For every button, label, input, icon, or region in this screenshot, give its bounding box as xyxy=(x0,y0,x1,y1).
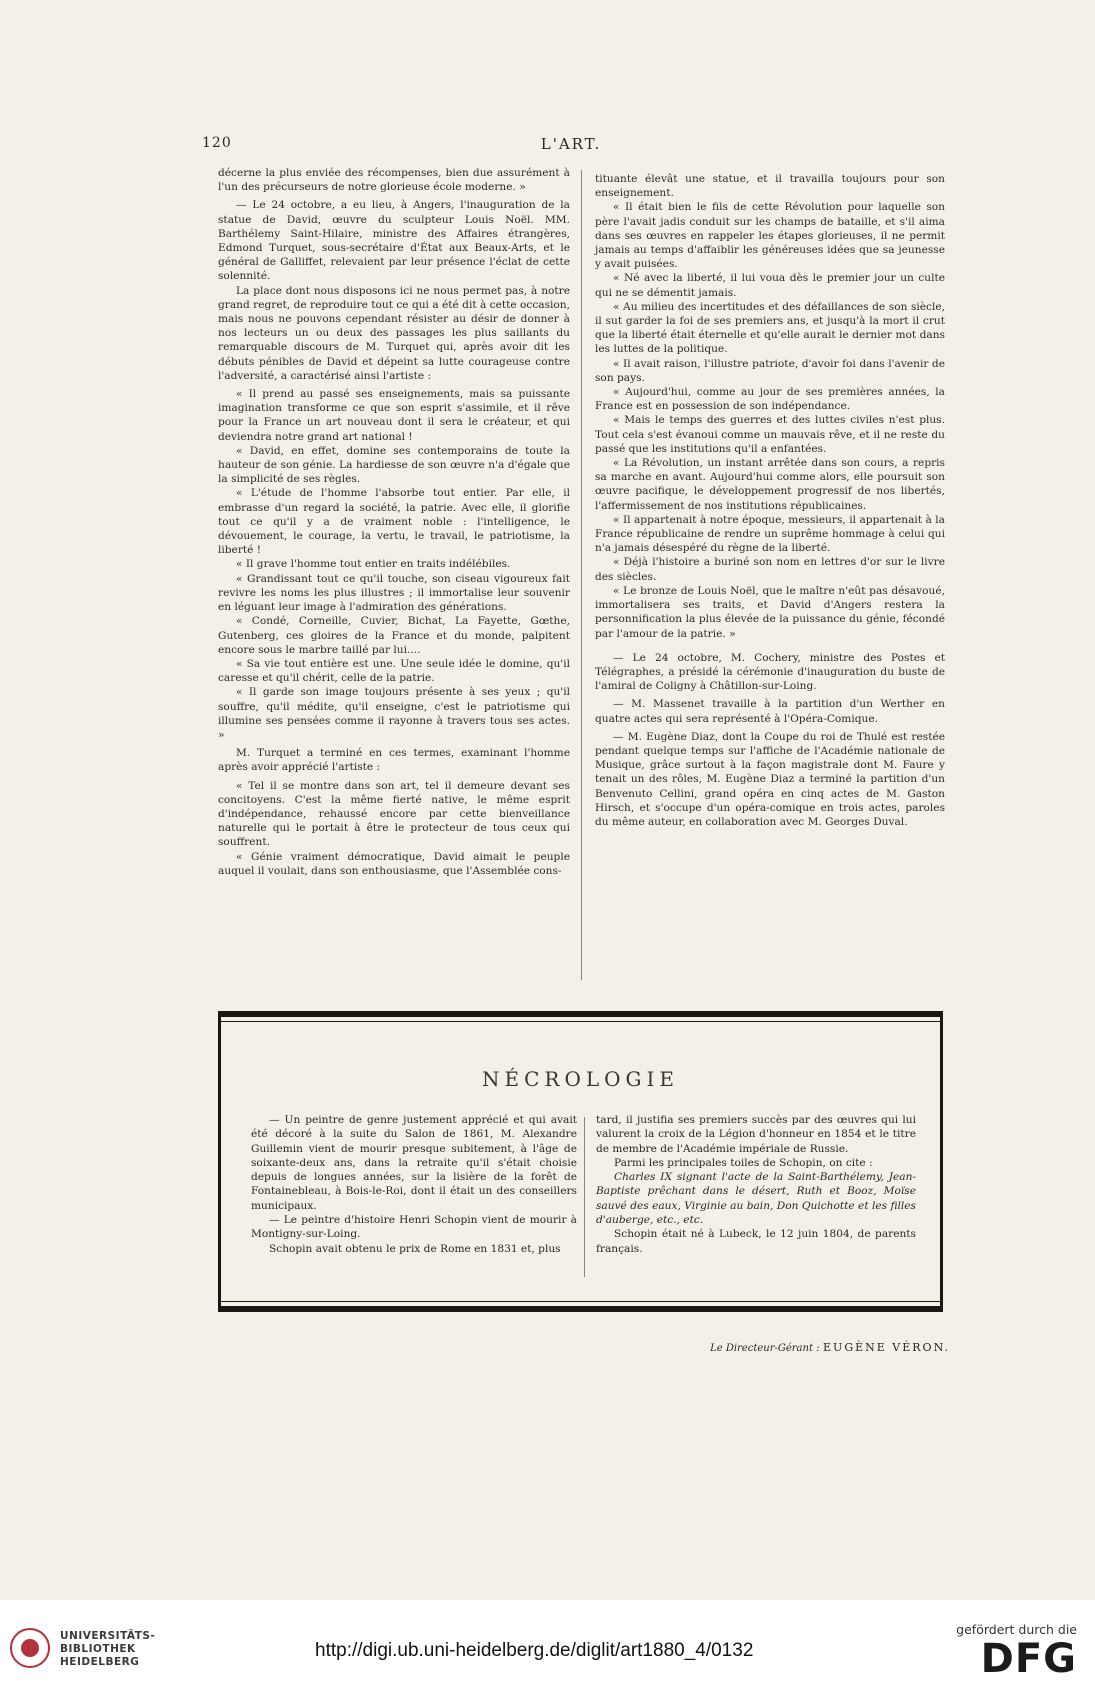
frame-rule xyxy=(221,1021,940,1022)
paragraph: « Grandissant tout ce qu'il touche, son ciseau vigoureux fait revivre les noms les plus illustres ; il immortalise leur souvenir en léguant leur image à l'admiration des générations. xyxy=(218,572,570,614)
paragraph: « Condé, Corneille, Cuvier, Bichat, La Fayette, Gœthe, Gutenberg, ces gloires de la France et du monde, palpitent encore sous le marbre taillé par lui.... xyxy=(218,615,570,656)
paragraph: « Tel il se montre dans son art, tel il demeure devant ses concitoyens. C'est la même fierté native, le même esprit d'indépendance, rehaussé encore par cette bienveillance naturelle qui le portait à être le protecteur de tous ceux qui souffrent. xyxy=(218,779,570,849)
paragraph: « Génie vraiment démocratique, David aimait le peuple auquel il voulait, dans son enthousiasme, que l'Assemblée cons- xyxy=(218,850,570,877)
source-url-link[interactable]: http://digi.ub.uni-heidelberg.de/diglit/art1880_4/0132 xyxy=(315,1640,754,1661)
running-title: L'ART. xyxy=(540,135,602,153)
section-title: NÉCROLOGIE xyxy=(481,1067,679,1091)
paragraph: « Déjà l'histoire a buriné son nom en lettres d'or sur le livre des siècles. xyxy=(595,556,945,583)
frame-rule xyxy=(221,1301,940,1302)
paragraph: « Au milieu des incertitudes et des défaillances de son siècle, il sut garder la foi de ses premiers ans, et jusqu'à la mort il crut que la liberté était éternelle et qu'elle aurait le dernier mot dans les luttes de la politique. xyxy=(595,300,945,356)
running-header xyxy=(200,135,942,155)
paragraph: tard, il justifia ses premiers succès par des œuvres qui lui valurent la croix de la Légion d'honneur en 1854 et le titre de membre de l'Académie impériale de Russie. xyxy=(596,1114,916,1155)
paragraph: Parmi les principales toiles de Schopin, on cite : xyxy=(614,1156,873,1169)
necrologie-column-right xyxy=(596,1113,916,1256)
column-divider xyxy=(581,170,582,980)
paragraph: tituante élevât une statue, et il travailla toujours pour son enseignement. xyxy=(595,173,945,200)
paragraph: Schopin était né à Lubeck, le 12 juin 1804, de parents français. xyxy=(596,1228,916,1255)
paragraph: « Le bronze de Louis Noël, que le maître n'eût pas désavoué, immortalisera ses traits, et David d'Angers restera la personnification la plus élevée de la puissance du génie, fécondé par l'amour de la patrie. » xyxy=(595,584,945,640)
paragraph: Schopin avait obtenu le prix de Rome en 1831 et, plus xyxy=(269,1242,561,1255)
paragraph: « Il appartenait à notre époque, messieurs, il appartenait à la France républicaine de rendre un suprême hommage à celui qui n'a jamais désespéré du règne de la liberté. xyxy=(595,513,945,555)
paragraph: — M. Massenet travaille à la partition d'un Werther en quatre actes qui sera représenté à l'Opéra-Comique. xyxy=(595,698,945,725)
paragraph: — Le 24 octobre, a eu lieu, à Angers, l'inauguration de la statue de David, œuvre du sculpteur Louis Noël. MM. Barthélemy Saint-Hilaire, ministre des Affaires étrangères, Edmond Turquet, sous-secrétaire d'État aux Beaux-Arts, et le général de Galliffet, relevaient par leur présence l'éclat de cette solennité. xyxy=(218,199,570,283)
paragraph: « Il était bien le fils de cette Révolution pour laquelle son père l'avait jadis conduit sur les champs de bataille, et s'il aima dans ses œuvres en rappeler les étapes glorieuses, il ne permit jamais au temps d'affaiblir les généreuses idées que sa jeunesse y avait puisées. xyxy=(595,201,945,271)
paragraph: « Né avec la liberté, il lui voua dès le premier jour un culte qui ne se démentit jamais. xyxy=(595,272,945,299)
dfg-wordmark: DFG xyxy=(980,1636,1077,1682)
seal-icon xyxy=(10,1628,50,1668)
paragraph: — Le 24 octobre, M. Cochery, ministre des Postes et Télégraphes, a présidé la cérémonie d'inauguration du buste de l'amiral de Coligny à Châtillon-sur-Loing. xyxy=(595,651,945,693)
institution-name: UNIVERSITÄTS- BIBLIOTHEK HEIDELBERG xyxy=(60,1630,156,1668)
paragraph: « Aujourd'hui, comme au jour de ses premières années, la France est en possession de son indépendance. xyxy=(595,386,945,413)
signature-name: EUGÈNE VÉRON. xyxy=(823,1341,950,1354)
paragraph: « Mais le temps des guerres et des luttes civiles n'est plus. Tout cela s'est évanoui comme un mauvais rêve, et il ne reste du passé que les institutions qu'il a enfantées. xyxy=(595,414,945,455)
paragraph: « Il grave l'homme tout entier en traits indélébiles. xyxy=(236,558,511,571)
dfg-logo[interactable] xyxy=(927,1622,1077,1681)
paragraph: M. Turquet a terminé en ces termes, examinant l'homme après avoir apprécié l'artiste : xyxy=(218,747,570,774)
paragraph: « Sa vie tout entière est une. Une seule idée le domine, qu'il caresse et qu'il chérit, celle de la patrie. xyxy=(218,657,570,685)
paragraph: « L'étude de l'homme l'absorbe tout entier. Par elle, il embrasse d'un regard la société, la patrie. Avec elle, il glorifie tout ce qu'il y a de vraiment noble : l'intelligence, le dévouement, le courage, la vertu, le travail, le patriotisme, la liberté ! xyxy=(218,487,570,557)
funding-label: gefördert durch die xyxy=(956,1622,1077,1637)
column-divider xyxy=(584,1117,585,1277)
text-column-left xyxy=(218,166,570,878)
paragraph: « Il prend au passé ses enseignements, mais sa puissante imagination transforme ce que son esprit s'assimile, et il rêve pour la France un art nouveau dont il sera le créateur, et qui deviendra notre grand art national ! xyxy=(218,388,570,443)
paragraph: « La Révolution, un instant arrêtée dans son cours, a repris sa marche en avant. Aujourd'hui comme alors, elle poursuit son œuvre pacifique, le développement progressif de nos libertés, l'affermissement de nos institutions républicaines. xyxy=(595,457,945,512)
paragraph: « Il avait raison, l'illustre patriote, d'avoir foi dans l'avenir de son pays. xyxy=(595,357,945,384)
paragraph: — Le peintre d'histoire Henri Schopin vient de mourir à Montigny-sur-Loing. xyxy=(251,1214,577,1241)
necrologie-box xyxy=(218,1011,943,1312)
necrologie-column-left xyxy=(251,1113,577,1256)
page-number: 120 xyxy=(202,135,232,151)
paragraph: La place dont nous disposons ici ne nous permet pas, à notre grand regret, de reproduire tout ce qui a été dit à cette occasion, mais nous ne pouvons cependant résister au désir de donner à nos lecteurs un ou deux des passages les plus saillants du remarquable discours de M. Turquet qui, après avoir dit les débuts pénibles de David et dépeint sa lutte courageuse contre l'adversité, a caractérisé ainsi l'artiste : xyxy=(218,284,570,382)
paragraph: décerne la plus enviée des récompenses, bien due assurément à l'un des précurseurs de notre glorieuse école moderne. » xyxy=(218,167,570,194)
text-column-right xyxy=(595,172,945,829)
paragraph: « Il garde son image toujours présente à ses yeux ; qu'il souffre, qu'il médite, qu'il enseigne, c'est le patriotisme qui illumine ses pensées comme il rayonne à travers tous ses actes. » xyxy=(218,686,570,741)
paragraph: « David, en effet, domine ses contemporains de toute la hauteur de son génie. La hardiesse de son œuvre n'a d'égale que la simplicité de ses règles. xyxy=(218,444,570,486)
works-list: Charles IX signant l'acte de la Saint-Barthélemy, Jean-Baptiste prêchant dans le désert, Ruth et Booz, Moïse sauvé des eaux, Virginie au bain, Don Quichotte et les filles d'auberge, etc., etc. xyxy=(596,1171,916,1227)
signature-role: Le Directeur-Gérant : xyxy=(710,1343,820,1354)
university-logo[interactable] xyxy=(10,1622,180,1672)
signature xyxy=(620,1341,950,1354)
paragraph: — M. Eugène Diaz, dont la Coupe du roi de Thulé est restée pendant quelque temps sur l'affiche de l'Académie nationale de Musique, grâce surtout à la façon magistrale dont M. Faure y tenait un des rôles, M. Eugène Diaz a terminé la partition d'un Benvenuto Cellini, grand opéra en cinq actes de M. Gaston Hirsch, et s'occupe d'un opéra-comique en trois actes, paroles du même auteur, en collaboration avec M. Georges Duval. xyxy=(595,730,945,828)
footer-bar xyxy=(0,1600,1095,1694)
paragraph: — Un peintre de genre justement apprécié et qui avait été décoré à la suite du Salon de 1861, M. Alexandre Guillemin vient de mourir presque subitement, à l'âge de soixante-deux ans, dans la retraite qu'il s'était choisie depuis de longues années, sur la lisière de la forêt de Fontainebleau, à Bois-le-Roi, dont il était un des conseillers municipaux. xyxy=(251,1114,577,1212)
